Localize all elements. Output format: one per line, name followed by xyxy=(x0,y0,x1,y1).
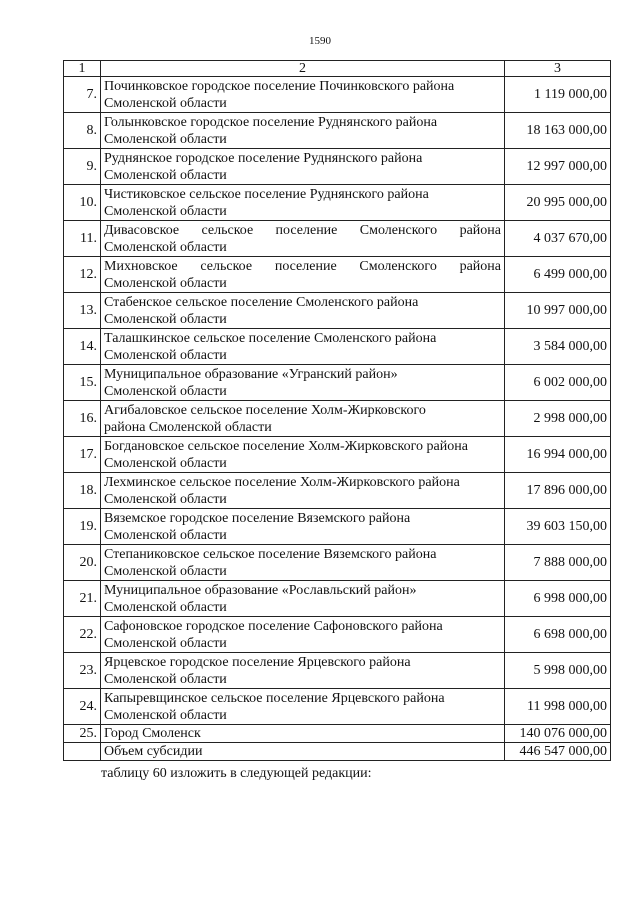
settlement-name-line-2: Смоленской области xyxy=(104,563,227,579)
settlement-name xyxy=(101,329,505,365)
settlement-name-line-1: Михновское сельское поселение Смоленского района xyxy=(104,258,501,274)
settlement-name-line-1: Богдановское сельское поселение Холм-Жирковского района xyxy=(104,438,468,454)
settlement-name xyxy=(101,293,505,329)
settlement-name-line-2: района Смоленской области xyxy=(104,419,272,435)
subsidy-amount: 39 603 150,00 xyxy=(505,509,611,545)
settlement-name-line-1: Лехминское сельское поселение Холм-Жирковского района xyxy=(104,474,460,490)
table-row xyxy=(64,293,611,329)
table-row xyxy=(64,437,611,473)
settlement-name-line-1: Муниципальное образование «Угранский район» xyxy=(104,366,398,382)
table-row xyxy=(64,581,611,617)
subsidy-amount: 17 896 000,00 xyxy=(505,473,611,509)
instruction-text: таблицу 60 изложить в следующей редакции: xyxy=(101,766,372,781)
subsidy-amount: 1 119 000,00 xyxy=(505,77,611,113)
row-number: 18. xyxy=(64,473,101,509)
settlement-name-line-1: Талашкинское сельское поселение Смоленского района xyxy=(104,330,437,346)
subsidy-amount: 11 998 000,00 xyxy=(505,689,611,725)
subsidy-amount: 10 997 000,00 xyxy=(505,293,611,329)
column-header-3: 3 xyxy=(505,61,611,77)
row-number: 15. xyxy=(64,365,101,401)
settlement-name-line-1: Вяземское городское поселение Вяземского района xyxy=(104,510,411,526)
table-row xyxy=(64,401,611,437)
table-row xyxy=(64,113,611,149)
settlement-name-line-2: Смоленской области xyxy=(104,455,227,471)
row-number: 17. xyxy=(64,437,101,473)
settlement-name xyxy=(101,365,505,401)
table-row xyxy=(64,509,611,545)
settlement-name xyxy=(101,509,505,545)
settlement-name-line-1: Чистиковское сельское поселение Руднянского района xyxy=(104,186,429,202)
settlement-name-line-1: Стабенское сельское поселение Смоленского района xyxy=(104,294,419,310)
settlement-name-line-2: Смоленской области xyxy=(104,131,227,147)
subsidy-amount: 18 163 000,00 xyxy=(505,113,611,149)
subsidy-amount: 2 998 000,00 xyxy=(505,401,611,437)
settlement-name xyxy=(101,437,505,473)
settlement-name xyxy=(101,653,505,689)
settlement-name-line-2: Смоленской области xyxy=(104,491,227,507)
table-row xyxy=(64,221,611,257)
settlement-name xyxy=(101,221,505,257)
row-number: 23. xyxy=(64,653,101,689)
row-number: 20. xyxy=(64,545,101,581)
subsidy-table xyxy=(63,60,611,761)
subsidy-amount: 20 995 000,00 xyxy=(505,185,611,221)
settlement-name xyxy=(101,185,505,221)
table-row xyxy=(64,77,611,113)
settlement-name-line-2: Смоленской области xyxy=(104,527,227,543)
settlement-name-line-2: Смоленской области xyxy=(104,275,227,291)
total-label: Объем субсидии xyxy=(101,743,505,761)
table-row xyxy=(64,149,611,185)
row-number: 24. xyxy=(64,689,101,725)
settlement-name xyxy=(101,113,505,149)
row-number: 10. xyxy=(64,185,101,221)
settlement-name-line-1: Агибаловское сельское поселение Холм-Жирковского xyxy=(104,402,426,418)
settlement-name-line-1: Дивасовское сельское поселение Смоленского района xyxy=(104,222,501,238)
subsidy-amount: 140 076 000,00 xyxy=(505,725,611,743)
settlement-name xyxy=(101,545,505,581)
settlement-name xyxy=(101,77,505,113)
settlement-name-line-2: Смоленской области xyxy=(104,311,227,327)
settlement-name-line-1: Починковское городское поселение Починковского района xyxy=(104,78,455,94)
settlement-name: Город Смоленск xyxy=(101,725,505,743)
row-number: 11. xyxy=(64,221,101,257)
settlement-name xyxy=(101,617,505,653)
settlement-name-line-2: Смоленской области xyxy=(104,167,227,183)
subsidy-amount: 3 584 000,00 xyxy=(505,329,611,365)
column-header-1: 1 xyxy=(64,61,101,77)
subsidy-amount: 12 997 000,00 xyxy=(505,149,611,185)
settlement-name-line-1: Сафоновское городское поселение Сафоновского района xyxy=(104,618,443,634)
row-number: 21. xyxy=(64,581,101,617)
settlement-name-line-2: Смоленской области xyxy=(104,203,227,219)
total-row xyxy=(64,743,611,761)
settlement-name-line-2: Смоленской области xyxy=(104,95,227,111)
table-row xyxy=(64,689,611,725)
page-number: 1590 xyxy=(309,35,331,47)
subsidy-amount: 6 998 000,00 xyxy=(505,581,611,617)
table-row xyxy=(64,329,611,365)
settlement-name-line-1: Руднянское городское поселение Руднянского района xyxy=(104,150,423,166)
column-header-2: 2 xyxy=(101,61,505,77)
settlement-name-line-1: Степаниковское сельское поселение Вяземского района xyxy=(104,546,437,562)
row-number: 19. xyxy=(64,509,101,545)
subsidy-amount: 7 888 000,00 xyxy=(505,545,611,581)
settlement-name-line-1: Ярцевское городское поселение Ярцевского района xyxy=(104,654,411,670)
table-row xyxy=(64,365,611,401)
settlement-name-line-1: Капыревщинское сельское поселение Ярцевского района xyxy=(104,690,445,706)
row-number: 22. xyxy=(64,617,101,653)
settlement-name xyxy=(101,689,505,725)
subsidy-amount: 5 998 000,00 xyxy=(505,653,611,689)
row-number: 7. xyxy=(64,77,101,113)
table-row xyxy=(64,653,611,689)
subsidy-amount: 6 002 000,00 xyxy=(505,365,611,401)
row-number: 9. xyxy=(64,149,101,185)
subsidy-amount: 4 037 670,00 xyxy=(505,221,611,257)
settlement-name-line-2: Смоленской области xyxy=(104,347,227,363)
settlement-name xyxy=(101,149,505,185)
settlement-name-line-1: Муниципальное образование «Рославльский район» xyxy=(104,582,417,598)
settlement-name xyxy=(101,581,505,617)
settlement-name-line-2: Смоленской области xyxy=(104,635,227,651)
table-row xyxy=(64,725,611,743)
table-row xyxy=(64,185,611,221)
subsidy-amount: 16 994 000,00 xyxy=(505,437,611,473)
table-row xyxy=(64,473,611,509)
row-number: 14. xyxy=(64,329,101,365)
settlement-name xyxy=(101,473,505,509)
settlement-name-line-2: Смоленской области xyxy=(104,383,227,399)
row-number: 8. xyxy=(64,113,101,149)
subsidy-amount: 6 698 000,00 xyxy=(505,617,611,653)
table-header-row xyxy=(64,61,611,77)
settlement-name-line-2: Смоленской области xyxy=(104,671,227,687)
settlement-name-line-2: Смоленской области xyxy=(104,707,227,723)
table-row xyxy=(64,545,611,581)
row-number: 12. xyxy=(64,257,101,293)
table-row xyxy=(64,257,611,293)
subsidy-amount: 6 499 000,00 xyxy=(505,257,611,293)
settlement-name xyxy=(101,401,505,437)
settlement-name-line-2: Смоленской области xyxy=(104,239,227,255)
settlement-name-line-2: Смоленской области xyxy=(104,599,227,615)
table-body xyxy=(64,77,611,761)
row-number: 13. xyxy=(64,293,101,329)
settlement-name-line-1: Голынковское городское поселение Руднянского района xyxy=(104,114,438,130)
empty-cell xyxy=(64,743,101,761)
table-row xyxy=(64,617,611,653)
row-number: 16. xyxy=(64,401,101,437)
row-number: 25. xyxy=(64,725,101,743)
total-amount: 446 547 000,00 xyxy=(505,743,611,761)
settlement-name xyxy=(101,257,505,293)
